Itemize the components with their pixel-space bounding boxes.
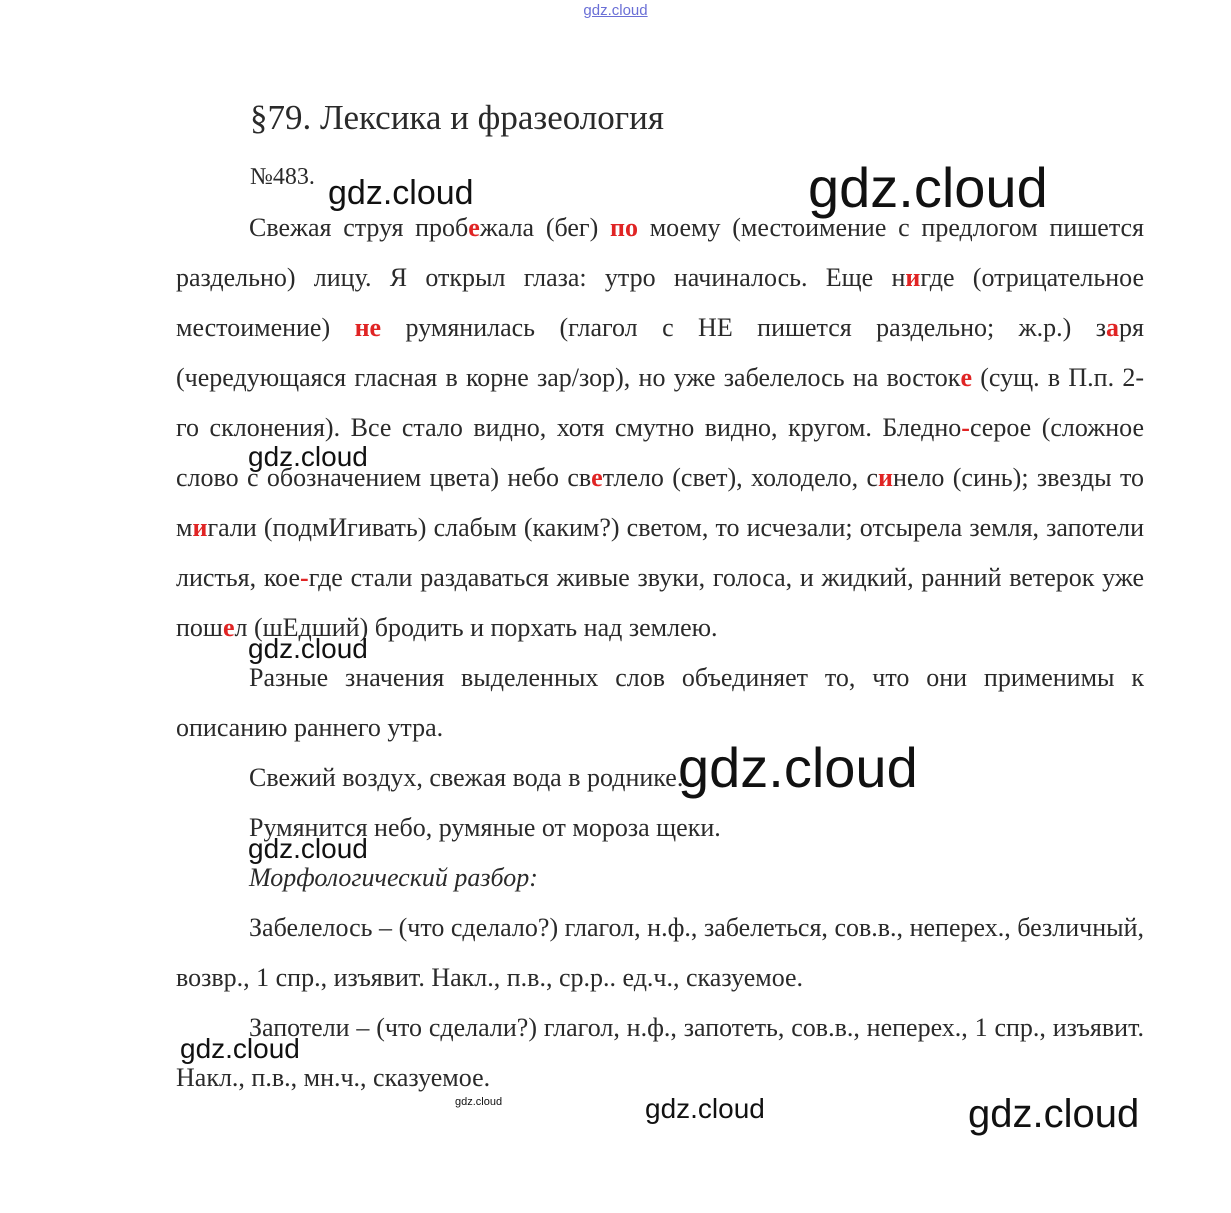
watermark: gdz.cloud (180, 1033, 300, 1064)
morph-analysis-2: Запотели – (что сделали?) глагол, н.ф., запотеть, сов.в., неперех., 1 спр., изъявит. Накл., п.в., мн.ч., сказуемое. (176, 1013, 1144, 1092)
example-ruddy: Румянится небо, румяные от мороза щеки. (249, 813, 721, 842)
watermark: gdz.cloud (645, 1093, 765, 1124)
site-link[interactable]: gdz.cloud (583, 2, 648, 19)
watermark: gdz.cloud (248, 633, 368, 664)
section-title: §79. Лексика и фразеология (250, 98, 664, 137)
watermark: gdz.cloud (248, 441, 368, 472)
watermark: gdz.cloud (328, 174, 474, 212)
morph-heading: Морфологический разбор: (249, 863, 538, 892)
watermark: gdz.cloud (248, 833, 368, 864)
watermark: gdz.cloud (808, 156, 1048, 219)
exercise-number: №483. (250, 164, 315, 190)
morph-analysis-1: Забелелось – (что сделало?) глагол, н.ф., забелеться, сов.в., неперех., безличный, возвр., 1 спр., изъявит. Накл., п.в., ср.р.. ед.ч., сказуемое. (176, 913, 1144, 992)
watermark: gdz.cloud (968, 1092, 1140, 1136)
watermark: gdz.cloud (678, 736, 918, 799)
paragraph-main-text: Свежая струя пробежала (бег) по моему (местоимение с предлогом пишется раздельно) лицу. Я открыл глаза: утро начиналось. Еще нигде (отрицательное местоимение) не румянилась (глагол с НЕ пишется раздельно; ж.р.) заря (чередующаяся гласная в корне зар/зор), но уже забелелось на востоке (сущ. в П.п. 2-го склонения). Все стало видно, хотя смутно видно, кругом. Бледно-серое (сложное слово с обозначением цвета) небо светлело (свет), холодело, синело (синь); звезды то мигали (подмИгивать) слабым (каким?) светом, то исчезали; отсырела земля, запотели листья, кое-где стали раздаваться живые звуки, голоса, и жидкий, ранний ветерок уже пошел (шЕдший) бродить и порхать над землею. (176, 213, 1145, 642)
example-fresh: Свежий воздух, свежая вода в роднике. (249, 763, 684, 792)
watermark: gdz.cloud (455, 1096, 503, 1108)
paragraph-explanation: Разные значения выделенных слов объединяет то, что они применимы к описанию раннего утра. (176, 663, 1144, 742)
